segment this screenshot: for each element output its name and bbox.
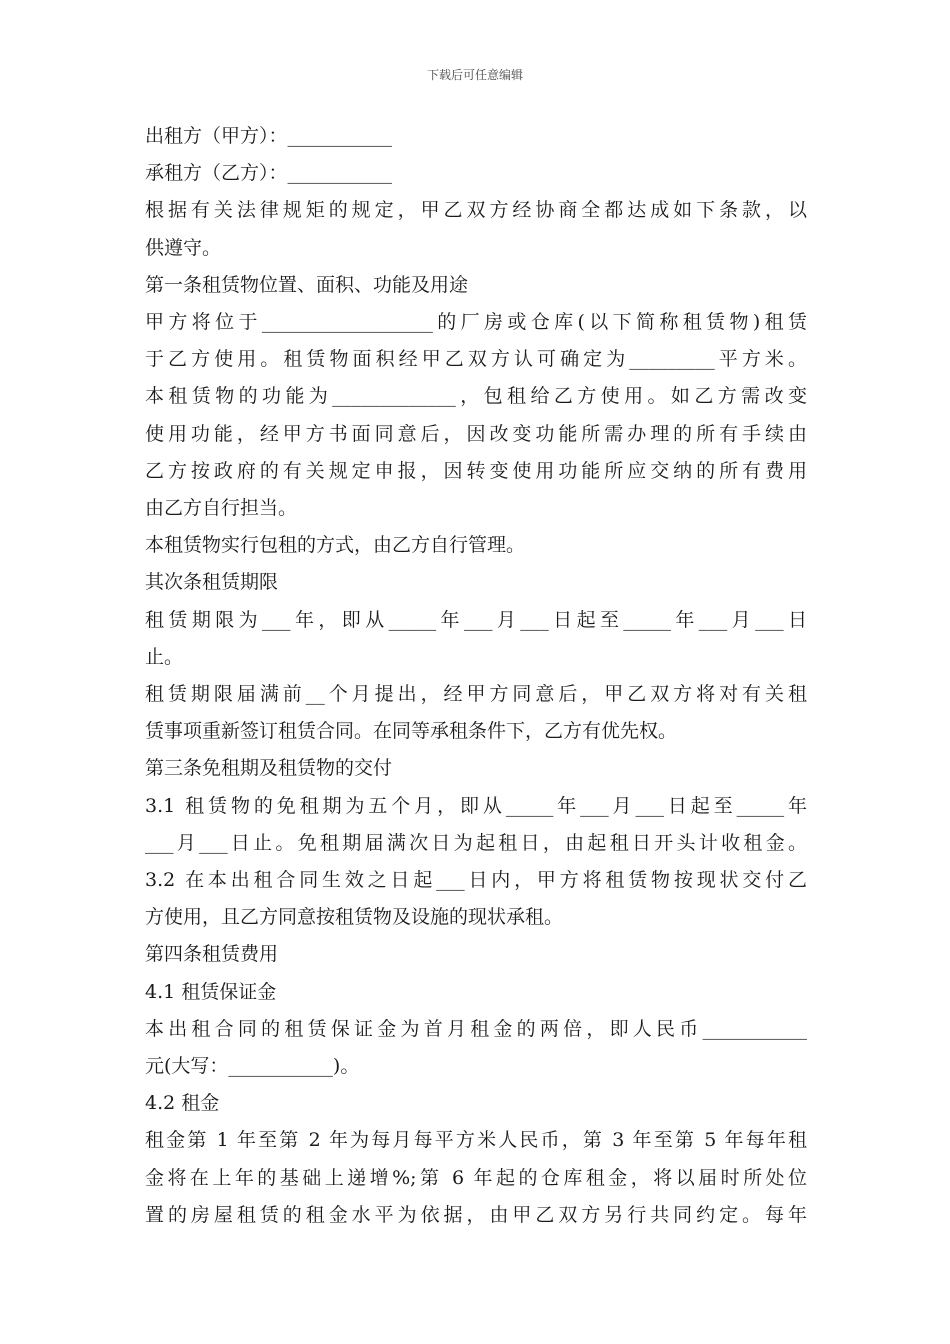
clause-4-2-heading: 4.2 租金 — [145, 1092, 220, 1115]
article-1-heading: 第一条租赁物位置、面积、功能及用途 — [145, 273, 469, 296]
article-1-line: 本租赁物实行包租的方式，由乙方自行管理。 — [145, 534, 526, 557]
contract-body — [145, 118, 807, 1234]
article-1-line: 于乙方使用。租赁物面积经甲乙双方认可确定为_________平方米。 — [145, 348, 807, 371]
clause-4-2-line: 租金第 1 年至第 2 年为每月每平方米人民币，第 3 年至第 5 年每年租 — [145, 1129, 807, 1152]
article-1-line: 乙方按政府的有关规定申报，因转变使用功能所应交纳的所有费用 — [145, 459, 807, 482]
lessee-line: 承租方（乙方）：___________ — [145, 162, 393, 185]
article-2-line: 租赁期限届满前__个月提出，经甲方同意后，甲乙双方将对有关租 — [145, 683, 807, 706]
clause-4-2-line: 置的房屋租赁的租金水平为依据，由甲乙双方另行共同约定。每年 — [145, 1203, 807, 1226]
clause-4-1-line: 元(大写：___________)。 — [145, 1055, 360, 1078]
clause-3-1-line: 3.1 租赁物的免租期为五个月，即从_____年___月___日起至_____年 — [145, 794, 807, 817]
article-4-heading: 第四条租赁费用 — [145, 943, 279, 966]
page-header: 下载后可任意编辑 — [426, 68, 523, 82]
clause-4-1-line: 本出租合同的租赁保证金为首月租金的两倍，即人民币___________ — [145, 1017, 807, 1040]
clause-4-1-heading: 4.1 租赁保证金 — [145, 980, 277, 1003]
article-2-line: 租赁期限为___年，即从_____年___月___日起至_____年___月___日 — [145, 608, 807, 631]
lessor-line: 出租方（甲方）：___________ — [145, 125, 393, 147]
clause-3-1-line: ___月___日止。免租期届满次日为起租日，由起租日开头计收租金。 — [145, 831, 807, 854]
clause-3-2-line: 3.2 在本出租合同生效之日起___日内，甲方将租赁物按现状交付乙 — [145, 869, 807, 892]
article-1-line: 使用功能，经甲方书面同意后，因改变功能所需办理的所有手续由 — [145, 422, 807, 445]
article-2-line: 赁事项重新签订租赁合同。在同等承租条件下，乙方有优先权。 — [145, 720, 678, 743]
article-2-line: 止。 — [145, 645, 184, 668]
article-1-line: 本租赁物的功能为_____________，包租给乙方使用。如乙方需改变 — [145, 385, 807, 408]
article-3-heading: 第三条免租期及租赁物的交付 — [145, 757, 393, 780]
preamble-line: 根据有关法律规矩的规定，甲乙双方经协商全都达成如下条款，以 — [145, 199, 807, 222]
clause-4-2-line: 金将在上年的基础上递增%;第 6 年起的仓库租金，将以届时所处位 — [145, 1166, 807, 1189]
clause-3-2-line: 方使用，且乙方同意按租赁物及设施的现状承租。 — [145, 906, 564, 929]
article-1-line: 甲方将位于__________________的厂房或仓库(以下简称租赁物)租赁 — [145, 311, 807, 334]
preamble-line: 供遵守。 — [145, 236, 222, 259]
article-1-line: 由乙方自行担当。 — [145, 497, 298, 520]
article-2-heading: 其次条租赁期限 — [145, 571, 279, 594]
